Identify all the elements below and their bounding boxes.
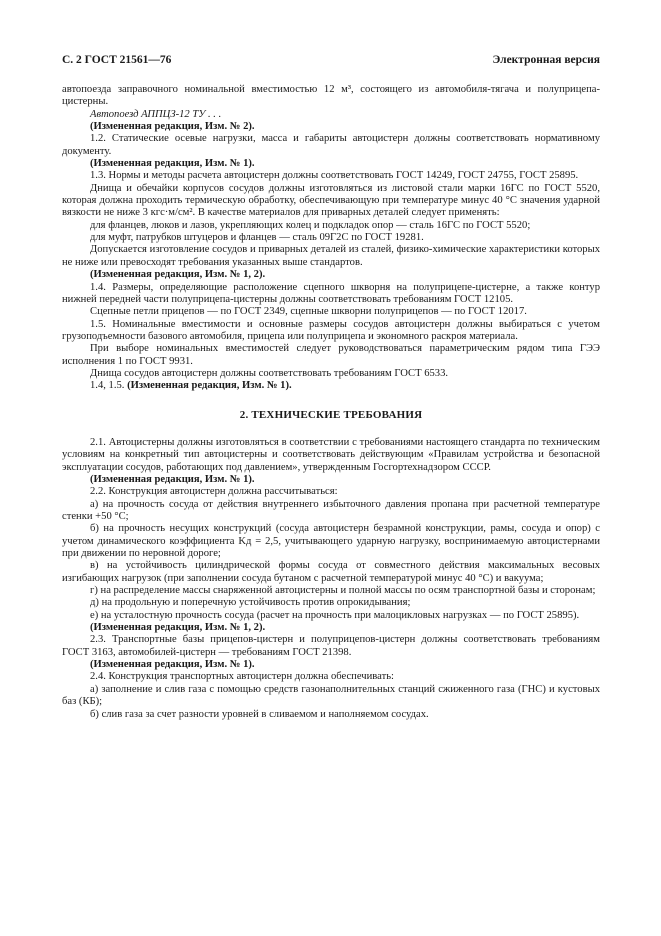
amendment-note: (Измененная редакция, Изм. № 1). (90, 158, 255, 170)
paragraph (62, 380, 600, 392)
amendment-note: (Измененная редакция, Изм. № 1, 2). (90, 269, 266, 281)
amendment-note: (Измененная редакция, Изм. № 1, 2). (90, 622, 266, 634)
amendment-note: (Измененная редакция, Изм. № 2). (90, 121, 255, 133)
list-item: е) на усталостную прочность сосуда (расчет на прочность при малоцикловых нагрузках — по ГОСТ 25895). (90, 609, 580, 621)
list-item: а) заполнение и слив газа с помощью средств газонаполнительных станций сжиженного газа (ГНС) и кустовых баз (КБ); (62, 683, 600, 708)
paragraph: 1.2. Статические осевые нагрузки, масса и габариты автоцистерн должны соответствовать нормативному документу. (62, 133, 600, 157)
paragraph: автопоезда заправочного номинальной вместимостью 12 м³, состоящего из автомобиля-тягача и полуприцепа-цистерны. (62, 84, 600, 108)
paragraph: 2.1. Автоцистерны должны изготовляться в соответствии с требованиями настоящего стандарта по техническим условиям на конкретный тип автоцистерны и соответствовать действующим «Правилам устройства и безопасной эксплуатации сосудов, работающих под давлением», утвержденным Госгортехнадзором СССР. (62, 436, 600, 473)
paragraph: 2.4. Конструкция транспортных автоцистерн должна обеспечивать: (90, 671, 394, 683)
list-item: д) на продольную и поперечную устойчивость против опрокидывания; (90, 597, 411, 609)
clause-ref: 1.4, 1.5. (90, 380, 128, 392)
paragraph: для фланцев, люков и лазов, укрепляющих колец и подкладок опор — сталь 16ГС по ГОСТ 5520; (90, 219, 531, 231)
list-item: в) на устойчивость цилиндрической формы сосуда от совместного действия максимальных весовых изгибающих нагрузок (при заполнении сосуда бутаном с расчетной температурой минус 40 °С) и вакуума; (62, 560, 600, 584)
header-doc-id: С. 2 ГОСТ 21561—76 (62, 54, 172, 66)
paragraph: 1.5. Номинальные вместимости и основные размеры сосудов автоцистерн должны выбираться с учетом грузоподъемности базового автомобиля, прицепа или полуприцепа и экономного раскроя материала. (62, 318, 600, 342)
paragraph: Допускается изготовление сосудов и приварных деталей из сталей, физико-химические характеристики которых не ниже или превосходят требования указанных выше стандартов. (62, 244, 600, 268)
header-edition: Электронная версия (492, 54, 600, 66)
list-item: г) на распределение массы снаряженной автоцистерны и полной массы по осям транспортной базы и сторонам; (90, 585, 596, 597)
paragraph: Днища и обечайки корпусов сосудов должны изготовляться из листовой стали марки 16ГС по ГОСТ 5520, которая должна проходить термическую обработку, обеспечивающую при температуре минус 40 °С значения ударной вязкости не ниже 3 кгс·м/см². В качестве материалов для приварных деталей следует применять: (62, 182, 600, 219)
amendment-note: (Измененная редакция, Изм. № 1). (127, 380, 292, 392)
paragraph: 2.3. Транспортные базы прицепов-цистерн и полуприцепов-цистерн должны соответствовать требованиям ГОСТ 3163, автомобилей-цистерн — требованиям ГОСТ 21398. (62, 634, 600, 658)
paragraph: Днища сосудов автоцистерн должны соответствовать требованиям ГОСТ 6533. (90, 367, 449, 379)
paragraph: 1.3. Нормы и методы расчета автоцистерн должны соответствовать ГОСТ 14249, ГОСТ 24755, ГОСТ 25895. (90, 170, 579, 182)
document-body (62, 84, 600, 721)
paragraph: При выборе номинальных вместимостей следует руководствоваться параметрическим рядом типа ГЭЭ исполнения 1 по ГОСТ 9931. (62, 343, 600, 367)
paragraph: для муфт, патрубков штуцеров и фланцев — сталь 09Г2С по ГОСТ 19281. (90, 232, 424, 244)
list-item: б) на прочность несущих конструкций (сосуда автоцистерн безрамной конструкции, рамы, сосуда и опор) с учетом динамического коэффициента Kд = 2,5, учитывающего ударную нагрузку, воспринимаемую автоцистернами при движении по неровной дороге; (62, 523, 600, 560)
list-item: а) на прочность сосуда от действия внутреннего избыточного давления пропана при расчетной температуре стенки +50 °С; (62, 498, 600, 522)
paragraph: Сцепные петли прицепов — по ГОСТ 2349, сцепные шкворни полуприцепов — по ГОСТ 12017. (90, 306, 527, 318)
amendment-note: (Измененная редакция, Изм. № 1). (90, 473, 255, 485)
section-title: 2. ТЕХНИЧЕСКИЕ ТРЕБОВАНИЯ (239, 408, 423, 421)
paragraph: Автопоезд АППЦЗ-12 ТУ . . . (90, 108, 222, 120)
paragraph: 1.4. Размеры, определяющие расположение сцепного шкворня на полуприцепе-цистерне, а также контур нижней передней части полуприцепа-цистерны должны соответствовать требованиям ГОСТ 12105. (62, 281, 600, 305)
paragraph: 2.2. Конструкция автоцистерн должна рассчитываться: (90, 486, 338, 498)
amendment-note: (Измененная редакция, Изм. № 1). (90, 659, 255, 671)
list-item: б) слив газа за счет разности уровней в сливаемом и наполняемом сосудах. (90, 708, 429, 720)
